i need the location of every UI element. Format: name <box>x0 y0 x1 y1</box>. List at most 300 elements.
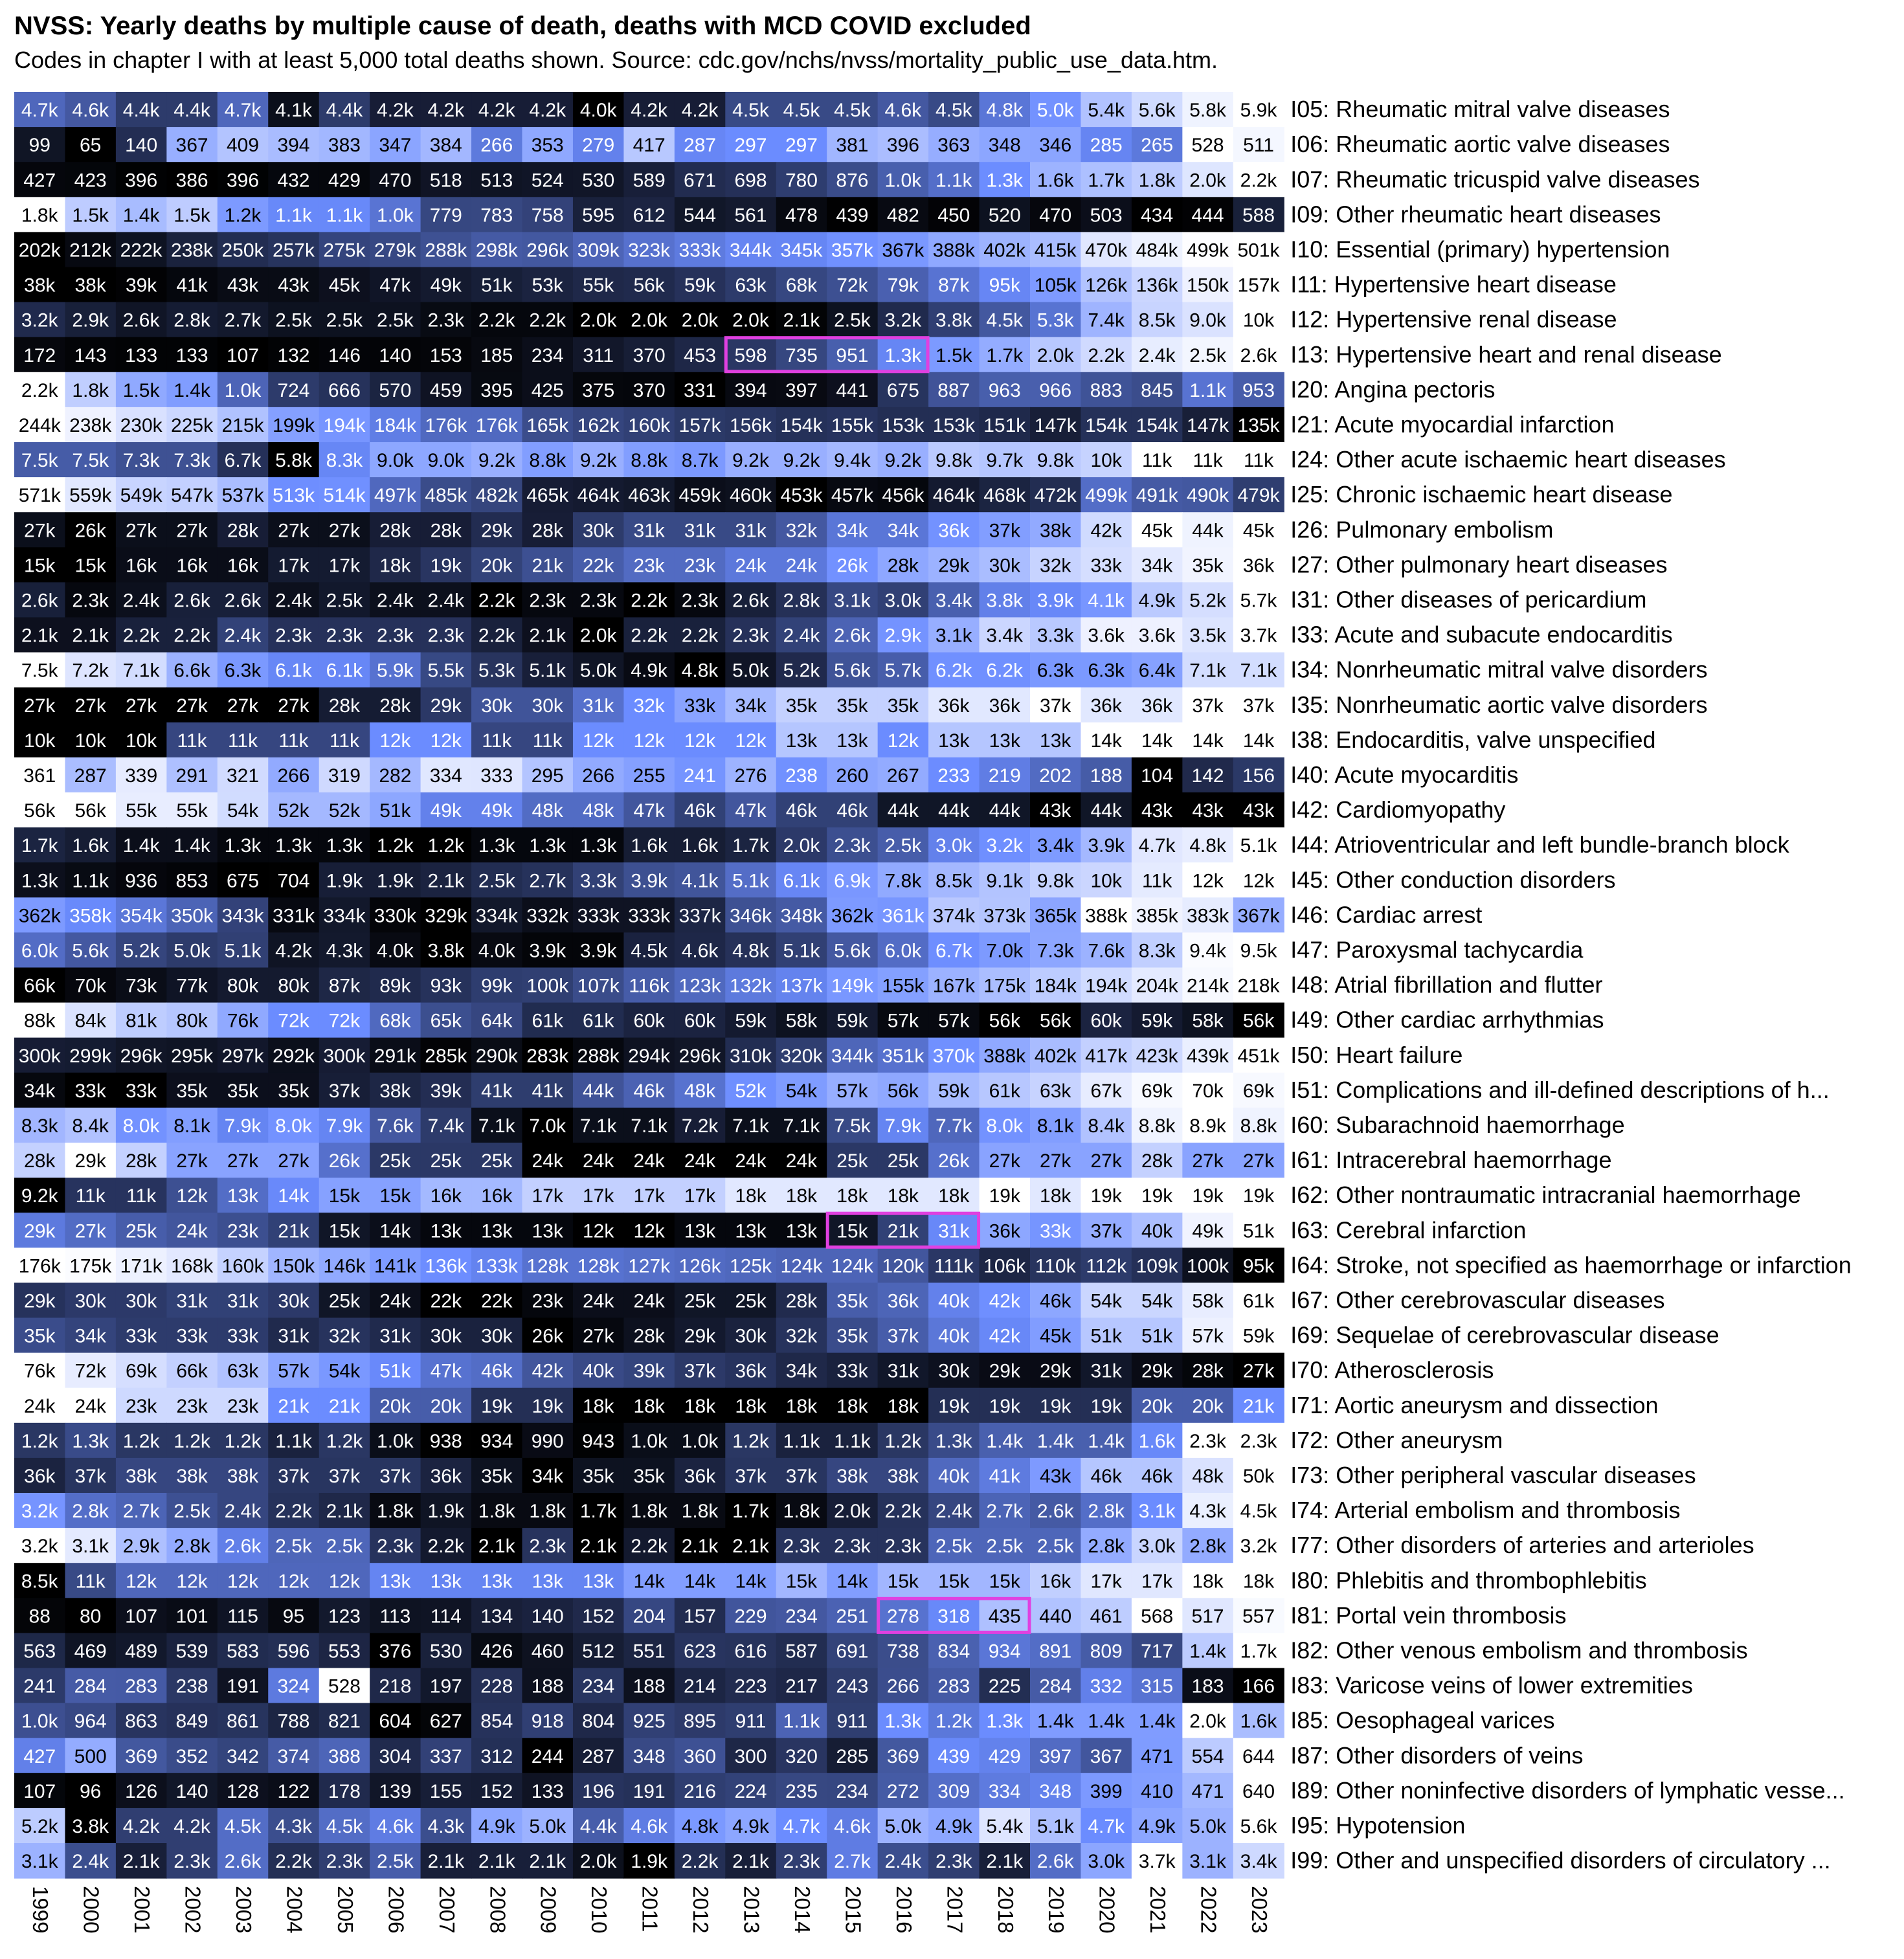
cell-value-label: 24k <box>582 1150 614 1172</box>
cell-value-label: 3.0k <box>1138 1536 1176 1558</box>
cell-value-label: 6.1k <box>326 660 363 682</box>
cell-value-label: 72k <box>836 274 868 297</box>
cell-value-label: 1.1k <box>834 1430 871 1452</box>
cell-value-label: 46k <box>785 800 818 822</box>
cell-value-label: 2.5k <box>326 309 363 331</box>
cell-value-label: 2.1k <box>732 1851 769 1873</box>
cell-value-label: 363 <box>937 135 970 157</box>
cell-value-label: 238k <box>69 414 112 436</box>
cell-value-label: 14k <box>684 1571 716 1593</box>
cell-value-label: 18k <box>836 1395 868 1417</box>
cell-value-label: 54k <box>328 1360 361 1382</box>
cell-value-label: 2.2k <box>681 625 719 647</box>
cell-value-label: 68k <box>785 274 818 297</box>
cell-value-label: 7.3k <box>122 450 160 472</box>
cell-value-label: 310k <box>729 1045 772 1067</box>
cell-value-label: 11k <box>329 730 360 752</box>
cell-value-label: 457k <box>831 485 873 507</box>
cell-value-label: 2.1k <box>478 1851 515 1873</box>
cell-value-label: 42k <box>532 1360 563 1382</box>
cell-value-label: 238 <box>785 765 818 787</box>
cell-value-label: 95 <box>282 1606 305 1628</box>
cell-value-label: 8.7k <box>681 450 719 472</box>
cell-value-label: 63k <box>227 1360 259 1382</box>
cell-value-label: 3.4k <box>1240 1851 1277 1873</box>
row-label: I47: Paroxysmal tachycardia <box>1290 936 1584 963</box>
cell-value-label: 311 <box>583 344 614 366</box>
x-tick-label: 2008 <box>486 1886 510 1934</box>
cell-value-label: 80 <box>79 1606 102 1628</box>
cell-value-label: 347 <box>379 135 412 157</box>
cell-value-label: 35k <box>582 1465 614 1487</box>
cell-value-label: 42k <box>989 1325 1020 1347</box>
cell-value-label: 571k <box>18 485 61 507</box>
cell-value-label: 344k <box>831 1045 873 1067</box>
cell-value-label: 1.6k <box>72 835 109 857</box>
cell-value-label: 385k <box>1136 905 1178 927</box>
cell-value-label: 128k <box>577 1255 620 1277</box>
cell-value-label: 22k <box>430 1290 462 1312</box>
cell-value-label: 30k <box>481 1325 513 1347</box>
cell-value-label: 2.8k <box>72 1501 109 1523</box>
cell-value-label: 470 <box>379 170 412 192</box>
cell-value-label: 3.9k <box>579 940 617 962</box>
cell-value-label: 2.8k <box>174 309 210 331</box>
row-label: I24: Other acute ischaemic heart diseases <box>1290 446 1726 473</box>
cell-value-label: 132 <box>277 344 310 366</box>
cell-value-label: 30k <box>938 1360 970 1382</box>
cell-value-label: 7.0k <box>529 1115 566 1137</box>
cell-value-label: 18k <box>633 1395 665 1417</box>
cell-value-label: 1.7k <box>986 344 1024 366</box>
cell-value-label: 24k <box>785 555 818 577</box>
cell-value-label: 3.2k <box>21 309 58 331</box>
cell-value-label: 2.3k <box>275 625 312 647</box>
cell-value-label: 500 <box>74 1745 107 1767</box>
cell-value-label: 234 <box>785 1606 818 1628</box>
cell-value-label: 16k <box>430 1185 462 1207</box>
cell-value-label: 13k <box>481 1571 513 1593</box>
cell-value-label: 140 <box>175 1780 208 1802</box>
cell-value-label: 1.3k <box>21 870 58 892</box>
cell-value-label: 2.6k <box>1240 344 1277 366</box>
cell-value-label: 2.0k <box>579 309 617 331</box>
cell-value-label: 157k <box>1237 274 1280 297</box>
cell-value-label: 139 <box>379 1780 412 1802</box>
cell-value-label: 16k <box>176 555 208 577</box>
cell-value-label: 470k <box>1085 240 1128 262</box>
cell-value-label: 120k <box>882 1255 924 1277</box>
cell-value-label: 1.3k <box>986 1710 1024 1732</box>
cell-value-label: 48k <box>532 800 563 822</box>
cell-value-label: 1.8k <box>681 1501 719 1523</box>
cell-value-label: 318 <box>937 1606 970 1628</box>
cell-value-label: 4.3k <box>275 1815 312 1837</box>
cell-value-label: 2.4k <box>1138 344 1176 366</box>
cell-value-label: 501k <box>1237 240 1280 262</box>
cell-value-label: 537k <box>221 485 264 507</box>
cell-value-label: 13k <box>735 1220 767 1242</box>
cell-value-label: 7.7k <box>935 1115 972 1137</box>
cell-value-label: 35k <box>836 695 868 717</box>
cell-value-label: 70k <box>1192 1080 1224 1102</box>
cell-value-label: 353 <box>531 135 564 157</box>
cell-value-label: 331 <box>684 379 717 401</box>
row-label: I38: Endocarditis, valve unspecified <box>1290 726 1656 753</box>
cell-value-label: 309k <box>577 240 620 262</box>
cell-value-label: 260 <box>836 765 869 787</box>
cell-value-label: 57k <box>887 1010 919 1032</box>
cell-value-label: 4.2k <box>681 100 719 122</box>
cell-value-label: 1.3k <box>935 1430 972 1452</box>
cell-value-label: 28k <box>379 520 411 542</box>
cell-value-label: 146 <box>328 344 361 366</box>
cell-value-label: 4.4k <box>326 100 363 122</box>
cell-value-label: 13k <box>532 1220 563 1242</box>
cell-value-label: 951 <box>836 344 869 366</box>
x-tick-label: 2015 <box>841 1886 866 1934</box>
cell-value-label: 5.3k <box>1036 309 1074 331</box>
cell-value-label: 7.5k <box>834 1115 871 1137</box>
cell-value-label: 18k <box>1040 1185 1071 1207</box>
cell-value-label: 36k <box>989 1220 1020 1242</box>
cell-value-label: 283 <box>937 1675 970 1697</box>
cell-value-label: 35k <box>785 695 818 717</box>
cell-value-label: 2.5k <box>935 1536 972 1558</box>
cell-value-label: 105k <box>1034 274 1077 297</box>
cell-value-label: 2.6k <box>174 590 210 612</box>
x-tick-label: 2009 <box>536 1886 561 1934</box>
cell-value-label: 27k <box>125 695 157 717</box>
cell-value-label: 34k <box>74 1325 106 1347</box>
cell-value-label: 36k <box>938 695 970 717</box>
cell-value-label: 298k <box>475 240 518 262</box>
cell-value-label: 33k <box>684 695 716 717</box>
cell-value-label: 225k <box>171 414 214 436</box>
x-tick-label: 2000 <box>79 1886 104 1934</box>
cell-value-label: 18k <box>379 555 411 577</box>
row-label: I25: Chronic ischaemic heart disease <box>1290 481 1673 508</box>
cell-value-label: 59k <box>735 1010 767 1032</box>
cell-value-label: 1.1k <box>935 170 972 192</box>
cell-value-label: 11k <box>177 730 207 752</box>
cell-value-label: 2.3k <box>529 1536 566 1558</box>
cell-value-label: 1.3k <box>986 170 1024 192</box>
cell-value-label: 15k <box>328 1220 361 1242</box>
cell-value-label: 8.5k <box>935 870 972 892</box>
cell-value-label: 304 <box>379 1745 412 1767</box>
cell-value-label: 583 <box>226 1640 260 1662</box>
cell-value-label: 1.7k <box>579 1501 617 1523</box>
cell-value-label: 1.3k <box>478 835 515 857</box>
cell-value-label: 27k <box>227 1150 259 1172</box>
cell-value-label: 365k <box>1034 905 1077 927</box>
cell-value-label: 1.0k <box>631 1430 667 1452</box>
cell-value-label: 17k <box>684 1185 716 1207</box>
cell-value-label: 28k <box>430 520 462 542</box>
cell-value-label: 2.8k <box>1088 1536 1125 1558</box>
cell-value-label: 2.3k <box>427 625 465 647</box>
cell-value-label: 283k <box>526 1045 569 1067</box>
cell-value-label: 44k <box>989 800 1020 822</box>
cell-value-label: 18k <box>735 1395 767 1417</box>
cell-value-label: 8.3k <box>21 1115 58 1137</box>
cell-value-label: 1.1k <box>783 1430 820 1452</box>
row-label: I99: Other and unspecified disorders of circulatory ... <box>1290 1847 1831 1874</box>
cell-value-label: 2.3k <box>72 590 109 612</box>
cell-value-label: 2.3k <box>884 1536 922 1558</box>
cell-value-label: 1.4k <box>122 835 160 857</box>
cell-value-label: 348 <box>988 135 1021 157</box>
cell-value-label: 887 <box>937 379 970 401</box>
cell-value-label: 49k <box>1192 1220 1224 1242</box>
cell-value-label: 72k <box>74 1360 106 1382</box>
cell-value-label: 612 <box>633 205 666 227</box>
cell-value-label: 4.5k <box>224 1815 262 1837</box>
cell-value-label: 936 <box>125 870 158 892</box>
cell-value-label: 453k <box>780 485 823 507</box>
cell-value-label: 19k <box>532 1395 563 1417</box>
cell-value-label: 156k <box>729 414 772 436</box>
cell-value-label: 54k <box>1090 1290 1122 1312</box>
cell-value-label: 295k <box>171 1045 214 1067</box>
cell-value-label: 4.5k <box>986 309 1024 331</box>
cell-value-label: 2.1k <box>122 1851 160 1873</box>
row-label: I10: Essential (primary) hypertension <box>1290 236 1670 263</box>
cell-value-label: 544 <box>684 205 717 227</box>
row-label: I72: Other aneurysm <box>1290 1426 1503 1453</box>
cell-value-label: 333k <box>577 905 620 927</box>
cell-value-label: 37k <box>379 1465 411 1487</box>
cell-value-label: 2.6k <box>21 590 58 612</box>
cell-value-label: 512 <box>582 1640 615 1662</box>
cell-value-label: 21k <box>328 1395 361 1417</box>
cell-value-label: 3.4k <box>1036 835 1074 857</box>
cell-value-label: 644 <box>1242 1745 1275 1767</box>
cell-value-label: 8.3k <box>326 450 363 472</box>
cell-value-label: 12k <box>176 1571 208 1593</box>
cell-value-label: 1.1k <box>275 1430 312 1452</box>
cell-value-label: 24k <box>633 1150 665 1172</box>
cell-value-label: 2.5k <box>275 309 312 331</box>
cell-value-label: 570 <box>379 379 412 401</box>
row-label: I80: Phlebitis and thrombophlebitis <box>1290 1567 1647 1594</box>
cell-value-label: 23k <box>684 555 716 577</box>
cell-value-label: 80k <box>278 975 309 997</box>
cell-value-label: 7.9k <box>884 1115 922 1137</box>
cell-value-label: 513k <box>272 485 315 507</box>
cell-value-label: 4.2k <box>478 100 515 122</box>
cell-value-label: 15k <box>989 1571 1020 1593</box>
cell-value-label: 60k <box>684 1010 716 1032</box>
cell-value-label: 202k <box>18 240 61 262</box>
cell-value-label: 40k <box>938 1325 970 1347</box>
cell-value-label: 4.5k <box>834 100 871 122</box>
cell-value-label: 1.6k <box>631 835 667 857</box>
cell-value-label: 72k <box>278 1010 309 1032</box>
cell-value-label: 5.4k <box>1088 100 1125 122</box>
cell-value-label: 234 <box>531 344 564 366</box>
cell-value-label: 450 <box>937 205 970 227</box>
cell-value-label: 1.3k <box>884 1710 922 1732</box>
x-tick-label: 2022 <box>1196 1886 1221 1934</box>
cell-value-label: 33k <box>125 1080 157 1102</box>
cell-value-label: 479k <box>1237 485 1280 507</box>
cell-value-label: 151k <box>983 414 1026 436</box>
cell-value-label: 25k <box>481 1150 513 1172</box>
cell-value-label: 5.2k <box>122 940 160 962</box>
cell-value-label: 518 <box>429 170 462 192</box>
cell-value-label: 1.4k <box>1036 1430 1074 1452</box>
cell-value-label: 698 <box>734 170 767 192</box>
cell-value-label: 342 <box>226 1745 260 1767</box>
row-label: I35: Nonrheumatic aortic valve disorders <box>1290 691 1708 718</box>
cell-value-label: 43k <box>1040 800 1071 822</box>
cell-value-label: 3.2k <box>21 1501 58 1523</box>
cell-value-label: 37k <box>785 1465 818 1487</box>
cell-value-label: 44k <box>1090 800 1122 822</box>
cell-value-label: 3.2k <box>986 835 1024 857</box>
cell-value-label: 95k <box>989 274 1020 297</box>
cell-value-label: 133 <box>125 344 158 366</box>
cell-value-label: 9.8k <box>1036 870 1074 892</box>
cell-value-label: 7.3k <box>174 450 210 472</box>
cell-value-label: 14k <box>1090 730 1122 752</box>
cell-value-label: 849 <box>175 1710 208 1732</box>
cell-value-label: 24k <box>735 1150 767 1172</box>
cell-value-label: 24k <box>379 1290 411 1312</box>
cell-value-label: 1.8k <box>783 1501 820 1523</box>
cell-value-label: 175k <box>983 975 1026 997</box>
cell-value-label: 357k <box>831 240 873 262</box>
cell-value-label: 65k <box>430 1010 462 1032</box>
cell-value-label: 8.8k <box>1240 1115 1277 1137</box>
cell-value-label: 5.0k <box>732 660 769 682</box>
row-label: I67: Other cerebrovascular diseases <box>1290 1286 1665 1314</box>
cell-value-label: 15k <box>74 555 106 577</box>
cell-value-label: 287 <box>74 765 107 787</box>
row-label: I64: Stroke, not specified as haemorrhage or infarction <box>1290 1251 1852 1279</box>
cell-value-label: 1.6k <box>1240 1710 1277 1732</box>
cell-value-label: 2.9k <box>122 1536 160 1558</box>
cell-value-label: 36k <box>1090 695 1122 717</box>
cell-value-label: 2.2k <box>427 1536 465 1558</box>
cell-value-label: 911 <box>836 1710 868 1732</box>
cell-value-label: 28k <box>1141 1150 1173 1172</box>
cell-value-label: 4.2k <box>122 1815 160 1837</box>
cell-value-label: 214k <box>1187 975 1229 997</box>
cell-value-label: 19k <box>1141 1185 1173 1207</box>
cell-value-label: 517 <box>1191 1606 1224 1628</box>
cell-value-label: 51k <box>1242 1220 1275 1242</box>
cell-value-label: 471 <box>1191 1780 1224 1802</box>
cell-value-label: 229 <box>734 1606 767 1628</box>
cell-value-label: 122 <box>277 1780 310 1802</box>
cell-value-label: 2.3k <box>834 835 871 857</box>
cell-value-label: 22k <box>481 1290 513 1312</box>
cell-value-label: 1.4k <box>122 205 160 227</box>
cell-value-label: 1.1k <box>1189 379 1226 401</box>
x-tick-label: 2007 <box>434 1886 459 1934</box>
cell-value-label: 135k <box>1237 414 1280 436</box>
cell-value-label: 5.7k <box>1240 590 1277 612</box>
cell-value-label: 56k <box>887 1080 919 1102</box>
cell-value-label: 59k <box>684 274 716 297</box>
cell-value-label: 1.3k <box>72 1430 109 1452</box>
cell-value-label: 2.6k <box>834 625 871 647</box>
cell-value-label: 333k <box>628 905 671 927</box>
cell-value-label: 28k <box>532 520 563 542</box>
x-tick-label: 2001 <box>130 1886 155 1934</box>
cell-value-label: 11k <box>126 1185 157 1207</box>
cell-value-label: 29k <box>989 1360 1020 1382</box>
cell-value-label: 3.7k <box>1138 1851 1176 1873</box>
row-label: I06: Rheumatic aortic valve diseases <box>1290 131 1670 158</box>
cell-value-label: 990 <box>531 1430 564 1452</box>
cell-value-label: 38k <box>24 274 56 297</box>
cell-value-label: 343k <box>221 905 264 927</box>
cell-value-label: 8.9k <box>1189 1115 1226 1137</box>
cell-value-label: 520 <box>988 205 1021 227</box>
cell-value-label: 429 <box>988 1745 1021 1767</box>
cell-value-label: 36k <box>989 695 1020 717</box>
row-label: I46: Cardiac arrest <box>1290 901 1483 928</box>
cell-value-label: 1.2k <box>732 1430 769 1452</box>
cell-value-label: 13k <box>938 730 970 752</box>
cell-value-label: 31k <box>633 520 665 542</box>
cell-value-label: 67k <box>1090 1080 1122 1102</box>
cell-value-label: 36k <box>24 1465 56 1487</box>
cell-value-label: 12k <box>582 730 614 752</box>
cell-value-label: 2.0k <box>732 309 769 331</box>
cell-value-label: 348k <box>780 905 823 927</box>
cell-value-label: 50k <box>1242 1465 1275 1487</box>
cell-value-label: 266 <box>480 135 513 157</box>
cell-value-label: 16k <box>125 555 157 577</box>
cell-value-label: 2.1k <box>72 625 109 647</box>
cell-value-label: 966 <box>1039 379 1072 401</box>
cell-value-label: 2.9k <box>884 625 922 647</box>
cell-value-label: 37k <box>735 1465 767 1487</box>
cell-value-label: 27k <box>1090 1150 1122 1172</box>
cell-value-label: 30k <box>278 1290 309 1312</box>
cell-value-label: 15k <box>938 1571 970 1593</box>
cell-value-label: 54k <box>227 800 259 822</box>
x-tick-label: 2018 <box>993 1886 1018 1934</box>
cell-value-label: 152 <box>582 1606 615 1628</box>
cell-value-label: 18k <box>684 1395 716 1417</box>
cell-value-label: 3.2k <box>1240 1536 1277 1558</box>
cell-value-label: 27k <box>1242 1150 1275 1172</box>
cell-value-label: 453 <box>684 344 717 366</box>
cell-value-label: 38k <box>887 1465 919 1487</box>
cell-value-label: 4.4k <box>579 1815 617 1837</box>
cell-value-label: 598 <box>734 344 767 366</box>
cell-value-label: 45k <box>1242 520 1275 542</box>
cell-value-label: 563 <box>23 1640 56 1662</box>
cell-value-label: 472k <box>1034 485 1077 507</box>
cell-value-label: 8.4k <box>72 1115 109 1137</box>
cell-value-label: 33k <box>74 1080 106 1102</box>
cell-value-label: 26k <box>74 520 106 542</box>
cell-value-label: 4.5k <box>1240 1501 1277 1523</box>
cell-value-label: 43k <box>227 274 259 297</box>
cell-value-label: 6.7k <box>224 450 262 472</box>
cell-value-label: 373k <box>983 905 1026 927</box>
cell-value-label: 1.2k <box>326 1430 363 1452</box>
cell-value-label: 12k <box>887 730 919 752</box>
cell-value-label: 14k <box>836 1571 868 1593</box>
